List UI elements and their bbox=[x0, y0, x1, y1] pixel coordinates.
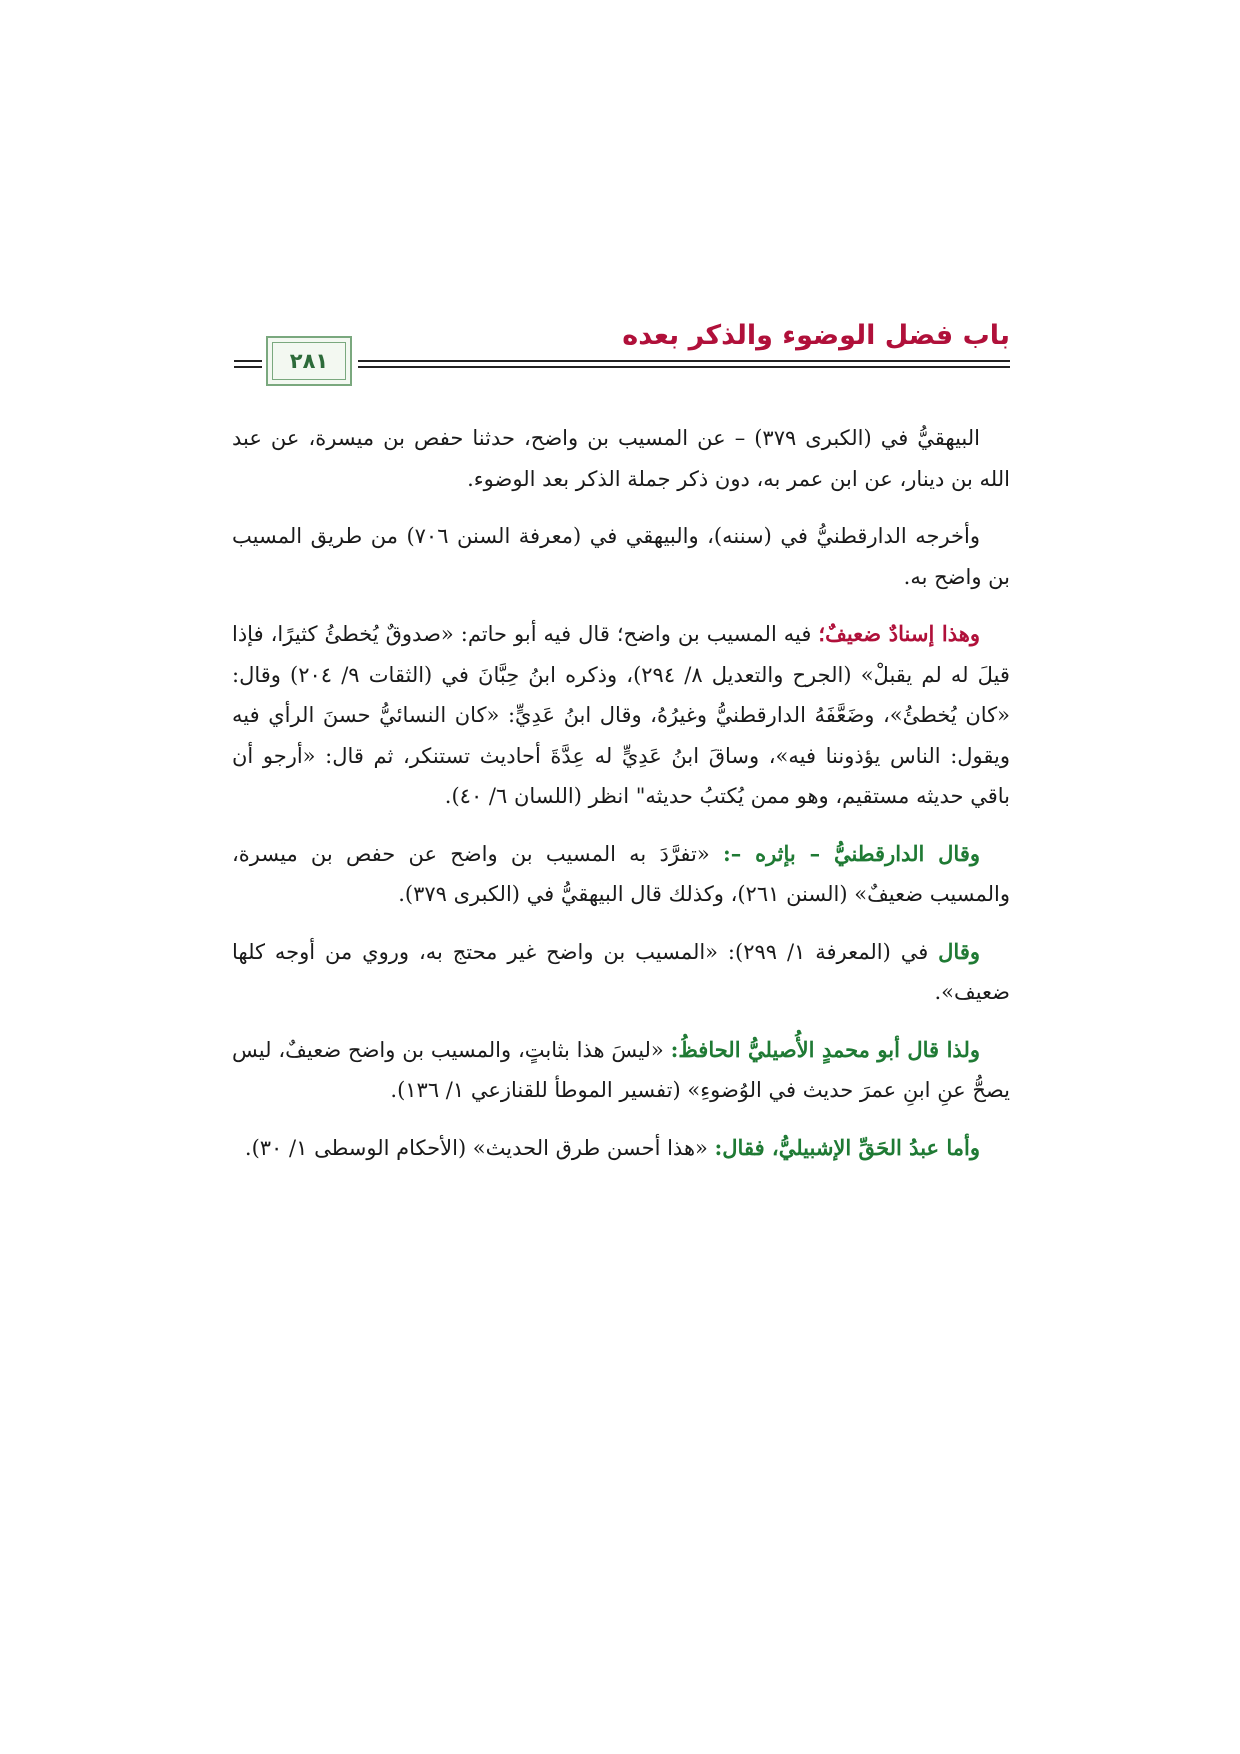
page-header bbox=[234, 320, 1010, 380]
page-number-badge bbox=[266, 336, 352, 386]
paragraph-6 bbox=[232, 1030, 1010, 1111]
header-rule-left-top bbox=[234, 360, 262, 362]
paragraph-lead: وقال bbox=[938, 938, 980, 964]
paragraph-text: وأخرجه الدارقطنيُّ في (سننه)، والبيهقي في (معرفة السنن ٧٠٦) من طريق المسيب بن واضح به. bbox=[232, 524, 1010, 589]
chapter-title: باب فضل الوضوء والذكر بعده bbox=[622, 320, 1010, 351]
paragraph-text: في (المعرفة ١/ ٢٩٩): «المسيب بن واضح غير محتج به، وروي من أوجه كلها ضعيف». bbox=[232, 939, 1010, 1004]
paragraph-lead: وقال الدارقطنيُّ – بإثره –: bbox=[722, 840, 980, 866]
header-rule-left-bottom bbox=[234, 366, 262, 368]
paragraph-1 bbox=[232, 418, 1010, 499]
paragraph-3 bbox=[232, 614, 1010, 817]
page-number: ٢٨١ bbox=[289, 349, 329, 373]
paragraph-text: «تفرَّدَ به المسيب بن واضح عن حفص بن ميسرة، والمسيب ضعيفٌ» (السنن ٢٦١)، وكذلك قال البيهقيُّ في (الكبرى ٣٧٩). bbox=[232, 841, 1010, 906]
header-rule-bottom bbox=[358, 366, 1010, 368]
paragraph-5 bbox=[232, 932, 1010, 1013]
page-body bbox=[232, 418, 1010, 1185]
paragraph-lead: وهذا إسنادٌ ضعيفٌ؛ bbox=[818, 621, 980, 646]
paragraph-lead: ولذا قال أبو محمدٍ الأُصيليُّ الحافظُ: bbox=[670, 1036, 980, 1062]
paragraph-lead: وأما عبدُ الحَقِّ الإشبيليُّ، فقال: bbox=[714, 1134, 980, 1160]
paragraph-4 bbox=[232, 834, 1010, 915]
paragraph-text: فيه المسيب بن واضح؛ قال فيه أبو حاتم: «صدوقٌ يُخطئُ كثيرًا، فإذا قيلَ له لم يقبلْ» (الجرح والتعديل ٨/ ٢٩٤)، وذكره ابنُ حِبَّانَ في (الثقات ٩/ ٢٠٤) وقال: «كان يُخطئُ»، وضَعَّفَهُ الدارقطنيُّ وغيرُهُ، وقال ابنُ عَدِيٍّ: «كان النسائيُّ حسنَ الرأي فيه ويقول: الناس يؤذوننا فيه»، وساقَ ابنُ عَدِيٍّ له عِدَّةَ أحاديث تستنكر، ثم قال: «أرجو أن باقي حديثه مستقيم، وهو ممن يُكتبُ حديثه" انظر (اللسان ٦/ ٤٠). bbox=[232, 622, 1010, 808]
paragraph-text: البيهقيُّ في (الكبرى ٣٧٩) – عن المسيب بن واضح، حدثنا حفص بن ميسرة، عن عبد الله بن دينار، عن ابن عمر به، دون ذكر جملة الذكر بعد الوضوء. bbox=[232, 426, 1010, 491]
paragraph-2 bbox=[232, 516, 1010, 597]
paragraph-7 bbox=[232, 1128, 1010, 1169]
paragraph-text: «هذا أحسن طرق الحديث» (الأحكام الوسطى ١/ ٣٠). bbox=[244, 1135, 715, 1160]
header-rule-top bbox=[358, 360, 1010, 362]
paragraph-text: «ليسَ هذا بثابتٍ، والمسيب بن واضح ضعيفٌ، ليس يصحُّ عنِ ابنِ عمرَ حديث في الوُضوءِ» (تفسير الموطأ للقنازعي ١/ ١٣٦). bbox=[232, 1037, 1010, 1102]
